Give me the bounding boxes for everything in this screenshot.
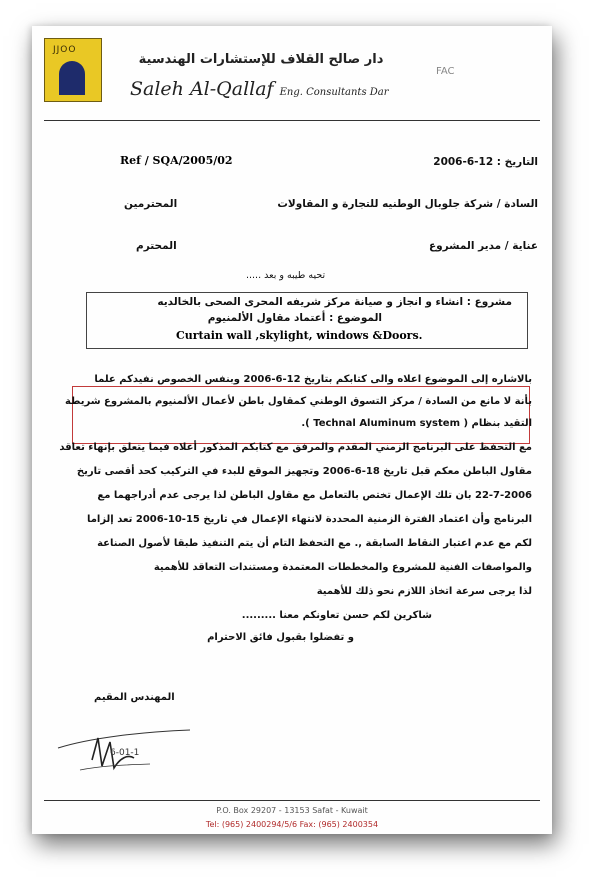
body-line-7: البرنامج وأن اعتماد الفترة الزمنية المحددة لانتهاء الإعمال في تاريخ 15-10-2006 تعد إلزاما [86,514,532,525]
english-subtitle: Eng. Consultants Dar [279,87,389,98]
footer-divider [44,800,540,801]
body-line-3: التقيد بنظام ( Technal Aluminum system ). [301,418,532,429]
body-line-5: مقاول الباطن معكم قبل تاريخ 18-6-2006 وتجهيز الموقع للبدء في التركيب كحد أقصى تاريخ [76,466,532,477]
english-name: Saleh Al-Qallaf [130,78,274,100]
letterhead-arabic-name: دار صالح القلاف للإستشارات الهندسية [138,52,384,67]
signature-date: 6-01-1 [110,748,140,758]
body-line-6: 22-7-2006 بان تلك الإعمال تختص بالتعامل مع مقاول الباطن لذا يرجى عدم أدراجهما مع [97,490,532,501]
letter-date: التاريخ : 12-6-2006 [433,156,538,168]
attention-title: المحترم [136,240,177,252]
subject-project: مشروع : انشاء و انجاز و صيانة مركز شريفه المحرى الصحى بالخالديه [157,296,512,308]
footer-address: P.O. Box 29207 - 13153 Safat - Kuwait [216,806,368,815]
letterhead-english-name [130,78,410,100]
company-logo [44,38,102,102]
body-line-8: لكم مع عدم اعتبار النقاط السابقة ,. مع التحفظ التام أن يتم التنفيذ طبقا لأصول الصناعة [97,538,532,549]
header-divider [44,120,540,121]
handwritten-mark: FAC [436,66,455,77]
thanks-line: شاكرين لكم حسن تعاونكم معنا ......... [241,610,432,621]
body-line-2: بأنة لا مانع من السادة / مركز التسوق الوطني كمقاول باطن لأعمال الألمنيوم بالمشروع شريطة [64,396,532,407]
greeting: تحيه طيبه و بعد ..... [246,270,326,281]
letter-page [32,26,552,834]
body-line-10: لذا يرجى سرعة اتخاذ اللازم نحو ذلك للأهمية [316,586,532,597]
body-line-1: بالاشاره إلى الموضوع اعلاه والى كتابكم بتاريخ 12-6-2006 وبنفس الخصوص نفيدكم علما [94,374,532,385]
addressee: السادة / شركة جلوبال الوطنيه للتجارة و المقاولات [277,198,538,210]
subject-topic: الموضوع : أعتماد مقاول الألمنيوم [207,312,382,324]
logo-lettering: JJOO [53,45,77,55]
body-line-9: والمواصفات الفنية للمشروع والمخططات المعتمدة ومستندات التعاقد للأهمية [153,562,532,573]
signatory-title: المهندس المقيم [94,692,175,703]
logo-arch-icon [59,61,85,95]
subject-scope: Curtain wall ,skylight, windows &Doors. [176,329,423,342]
reference-number: Ref / SQA/2005/02 [120,154,233,167]
attention-line: عناية / مدير المشروع [428,240,538,252]
highlight-box [72,386,530,444]
footer-phone: Tel: (965) 2400294/5/6 Fax: (965) 2400354 [205,820,379,829]
body-line-4: مع التحفظ على البرنامج الزمني المقدم والمرفق مع كتابكم المذكور أعلاه فيما يتعلق بإنهاء تعاقد [59,442,532,453]
closing-line: و تفضلوا بقبول فائق الاحترام [207,632,354,643]
addressee-title: المحترمين [124,198,178,210]
